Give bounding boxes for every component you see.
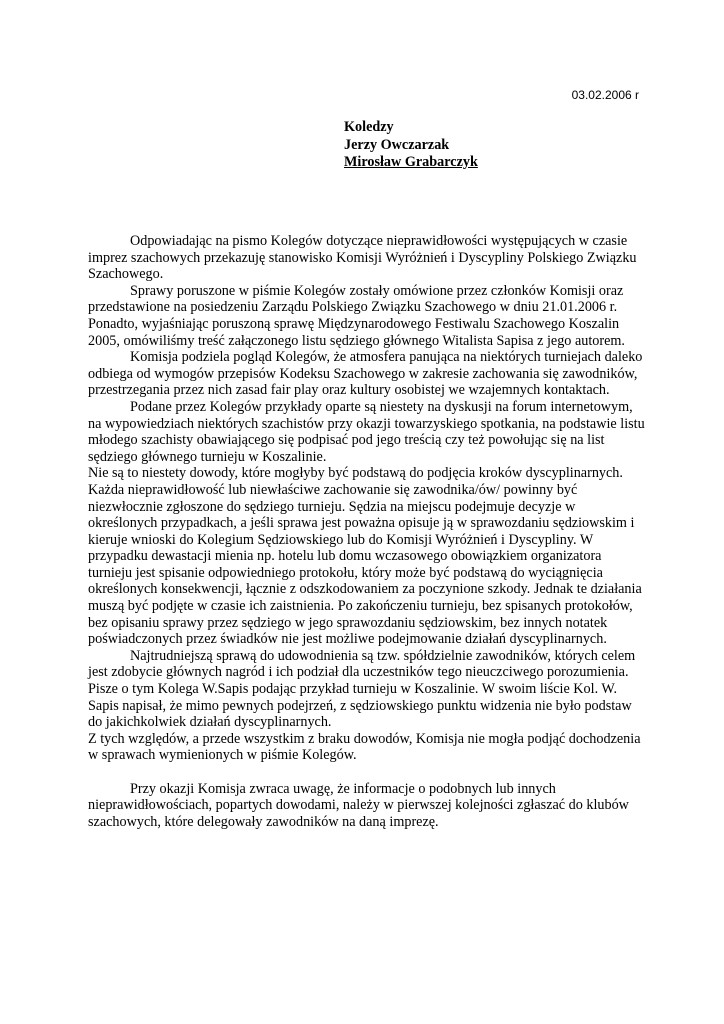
- paragraph-1: Odpowiadając na pismo Kolegów dotyczące nieprawidłowości występujących w czasie imprez szachowych przekazuję stanowisko Komisji Wyróżnień i Dyscypliny Polskiego Związku Szachowego.: [88, 233, 637, 283]
- recipients-block: [344, 119, 478, 172]
- letter-body: [88, 233, 648, 830]
- letter-date: 03.02.2006 r: [571, 88, 639, 102]
- recipient-name-1: Jerzy Owczarzak: [344, 136, 450, 153]
- paragraph-7: Pisze o tym Kolega W.Sapis podając przykład turnieju w Koszalinie. W swoim liście Kol. W. Sapis napisał, że mimo pewnych podejrzeń, z sędziowskiego punktu widzenia nie było podstaw do jakichkolwiek działań dyscyplinarnych.: [88, 681, 632, 731]
- paragraph-5: Nie są to niestety dowody, które mogłyby być podstawą do podjęcia kroków dyscyplinarnych. Każda nieprawidłowość lub niewłaściwe zachowanie się zawodnika/ów/ powinny być niezwłocznie zgłoszone do sędziego turnieju. Sędzia na miejscu podejmuje decyzje w określonych przypadkach, a jeśli sprawa jest poważna opisuje ją w sprawozdaniu sędziowskim i kieruje wnioski do Kolegium Sędziowskiego lub do Komisji Wyróżnień i Dyscypliny. W przypadku dewastacji mienia np. hotelu lub domu wczasowego obowiązkiem organizatora turnieju jest spisanie odpowiedniego protokołu, który może być podstawą do wyciągnięcia określonych konsekwencji, łącznie z odszkodowaniem za poczynione szkody. Jednak te działania muszą być podjęte w czasie ich zaistnienia. Po zakończeniu turnieju, bez spisanych protokołów, bez opisaniu sprawy przez sędziego w jego sprawozdaniu sędziowskim, bez innych notatek poświadczonych przez świadków nie jest możliwe podejmowanie działań dyscyplinarnych.: [88, 465, 642, 648]
- paragraph-8: Z tych względów, a przede wszystkim z braku dowodów, Komisja nie mogła podjąć dochodzenia w sprawach wymienionych w piśmie Kolegów.: [88, 730, 641, 764]
- paragraph-4: Podane przez Kolegów przykłady oparte są niestety na dyskusji na forum internetowym, na wypowiedziach niektórych szachistów przy okazji towarzyskiego spotkania, na podstawie listu młodego szachisty obawiającego się podpisać pod jego treścią czy też powołując się na list sędziego głównego turnieju w Koszalinie.: [88, 398, 645, 465]
- salutation: Koledzy: [344, 119, 394, 135]
- paragraph-6: Najtrudniejszą sprawą do udowodnienia są tzw. spółdzielnie zawodników, których celem jest zdobycie głównych nagród i ich podział dla uczestników tego nieuczciwego porozumienia.: [88, 647, 636, 681]
- recipient-name-2: Mirosław Grabarczyk: [344, 154, 478, 170]
- paragraph-9: Przy okazji Komisja zwraca uwagę, że informacje o podobnych lub innych nieprawidłowościach, popartych dowodami, należy w pierwszej kolejności zgłaszać do klubów szachowych, które delegowały zawodników na daną imprezę.: [88, 780, 629, 830]
- paragraph-2: Sprawy poruszone w piśmie Kolegów zostały omówione przez członków Komisji oraz przedstawione na posiedzeniu Zarządu Polskiego Związku Szachowego w dniu 21.01.2006 r. Ponadto, wyjaśniając poruszoną sprawę Międzynarodowego Festiwalu Szachowego Koszalin 2005, omówiliśmy treść załączonego listu sędziego głównego Witalista Sapisa z jego autorem.: [88, 282, 625, 349]
- paragraph-3: Komisja podziela pogląd Kolegów, że atmosfera panująca na niektórych turniejach daleko odbiega od wymogów przepisów Kodeksu Szachowego w zakresie zachowania się zawodników, przestrzegania przez nich zasad fair play oraz kultury osobistej we wzajemnych kontaktach.: [88, 349, 643, 399]
